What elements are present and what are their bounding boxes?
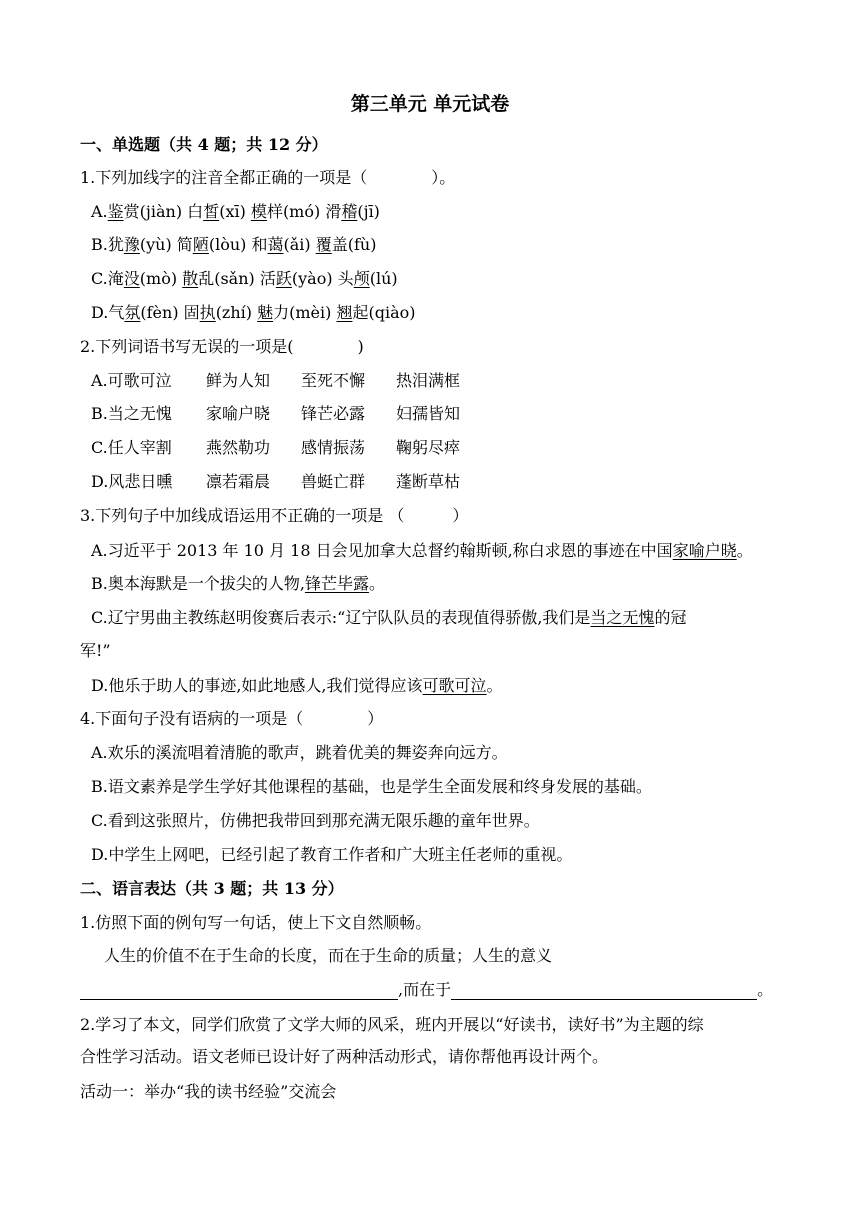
- underlined-char: 覆: [315, 235, 332, 254]
- underlined-char: 稽: [341, 202, 358, 221]
- word-text: 固: [183, 303, 200, 322]
- pinyin: (lú): [369, 269, 398, 288]
- pinyin: (lòu): [208, 235, 247, 254]
- word-text: 犹: [107, 235, 124, 254]
- underlined-char: 跃: [275, 269, 292, 288]
- option-word: 鲜为人知: [206, 371, 271, 390]
- option-text: 。: [368, 574, 385, 593]
- word-text: 淹: [107, 269, 124, 288]
- underlined-char: 执: [199, 303, 216, 322]
- word-text: 力(mèi): [273, 303, 332, 322]
- pinyin: (ǎi): [283, 235, 311, 254]
- option-b: [91, 235, 376, 255]
- option-word: 热泪满框: [396, 371, 461, 390]
- option-word: 家喻户晓: [206, 404, 271, 423]
- underlined-idiom: 可歌可泣: [422, 676, 487, 695]
- option-label: D.: [91, 303, 109, 322]
- option-text: C.辽宁男曲主教练赵明俊赛后表示:“辽宁队队员的表现值得骄傲,我们是: [91, 608, 591, 627]
- option-c: [91, 269, 398, 289]
- option-d: D.中学生上网吧，已经引起了教育工作者和广大班主任老师的重视。: [91, 845, 573, 864]
- pinyin: (fèn): [140, 303, 179, 322]
- option-d: [91, 303, 416, 323]
- option-word: D.风悲日曛: [91, 472, 173, 491]
- option-c: [91, 608, 686, 628]
- underlined-char: 陋: [192, 235, 209, 254]
- pinyin: (yù): [139, 235, 172, 254]
- option-word: A.可歌可泣: [91, 371, 172, 390]
- option-word: 妇孺皆知: [396, 404, 461, 423]
- option-a: A.欢乐的溪流唱着清脆的歌声，跳着优美的舞姿奔向远方。: [91, 743, 508, 762]
- underlined-char: 没: [123, 269, 140, 288]
- option-text: D.他乐于助人的事迹,如此地感人,我们觉得应该: [91, 676, 423, 695]
- question-stem: 1.下列加线字的注音全都正确的一项是（ ）。: [80, 168, 456, 187]
- underlined-char: 模: [250, 202, 267, 221]
- underlined-char: 鉴: [107, 202, 124, 221]
- section-heading: 二、语言表达（共 3 题；共 13 分）: [80, 879, 344, 898]
- activity-one: 活动一：举办“我的读书经验”交流会: [80, 1082, 337, 1101]
- answer-blank-2[interactable]: [451, 982, 757, 1000]
- underlined-char: 魅: [257, 303, 274, 322]
- fill-in-line: [80, 980, 773, 1000]
- option-word: B.当之无愧: [91, 404, 172, 423]
- option-label: C.: [91, 269, 108, 288]
- underlined-char: 蔼: [267, 235, 284, 254]
- underlined-char: 散: [182, 269, 199, 288]
- option-text: 。: [486, 676, 503, 695]
- option-word: 感情振荡: [301, 438, 366, 457]
- underlined-idiom: 锋芒毕露: [304, 574, 369, 593]
- answer-blank-1[interactable]: [80, 982, 398, 1000]
- question-stem: 2.下列词语书写无误的一项是( ): [80, 337, 364, 356]
- option-label: B.: [91, 235, 108, 254]
- word-text: 气: [108, 303, 125, 322]
- word-text: 简: [176, 235, 193, 254]
- word-text: 样(mó): [266, 202, 321, 221]
- option-word: 兽蜓亡群: [301, 472, 366, 491]
- pinyin: (xī): [219, 202, 246, 221]
- option-c: C.看到这张照片，仿佛把我带回到那充满无限乐趣的童年世界。: [91, 811, 540, 830]
- underlined-char: 皙: [203, 202, 220, 221]
- word-text: 盖(fù): [331, 235, 377, 254]
- period-text: 。: [757, 980, 774, 999]
- word-text: 乱(sǎn): [198, 269, 255, 288]
- question-stem: 1.仿照下面的例句写一句话，使上下文自然顺畅。: [80, 913, 432, 932]
- underlined-char: 颅: [353, 269, 370, 288]
- section-heading: 一、单选题（共 4 题；共 12 分）: [80, 135, 328, 154]
- option-c-continued: 军!”: [80, 641, 111, 660]
- word-text: 赏(jiàn): [123, 202, 183, 221]
- underlined-char: 豫: [123, 235, 140, 254]
- option-word: 至死不懈: [301, 371, 366, 390]
- pinyin: (jī): [357, 202, 380, 221]
- word-text: 起(qiào): [352, 303, 416, 322]
- word-text: 白: [187, 202, 204, 221]
- option-word: 锋芒必露: [301, 404, 366, 423]
- word-text: 头: [337, 269, 354, 288]
- question-stem: 3.下列句子中加线成语运用不正确的一项是 （ ）: [80, 506, 469, 525]
- word-text: 活: [259, 269, 276, 288]
- option-a: [91, 202, 380, 222]
- option-d: [91, 676, 503, 696]
- option-label: A.: [91, 202, 108, 221]
- option-text: A.习近平于 2013 年 10 月 18 日会见加拿大总督约翰斯顿,称白求恩的事迹在中国: [91, 541, 673, 560]
- option-text: 。: [736, 541, 753, 560]
- underlined-idiom: 家喻户晓: [672, 541, 737, 560]
- word-text: 和: [251, 235, 268, 254]
- pinyin: (mò): [139, 269, 178, 288]
- option-word: C.任人宰割: [91, 438, 172, 457]
- option-a: [91, 541, 753, 561]
- page-title: 第三单元 单元试卷: [350, 93, 510, 115]
- option-b: [91, 574, 385, 594]
- connector-text: ,而在于: [398, 980, 452, 999]
- underlined-char: 翘: [336, 303, 353, 322]
- example-sentence: 人生的价值不在于生命的长度，而在于生命的质量；人生的意义: [104, 946, 553, 965]
- pinyin: (yào): [291, 269, 333, 288]
- option-text: 的冠: [654, 608, 687, 627]
- option-word: 凛若霜晨: [206, 472, 271, 491]
- question-stem: 4.下面句子没有语病的一项是（ ）: [80, 709, 384, 728]
- word-text: 滑: [325, 202, 342, 221]
- option-b: B.语文素养是学生学好其他课程的基础，也是学生全面发展和终身发展的基础。: [91, 777, 652, 796]
- underlined-char: 氛: [124, 303, 141, 322]
- option-word: 鞠躬尽瘁: [396, 438, 461, 457]
- question-stem-continued: 合性学习活动。语文老师已设计好了两种活动形式，请你帮他再设计两个。: [80, 1047, 609, 1066]
- option-word: 燕然勒功: [206, 438, 271, 457]
- option-word: 蓬断草枯: [396, 472, 461, 491]
- pinyin: (zhí): [215, 303, 253, 322]
- question-stem: 2.学习了本文，同学们欣赏了文学大师的风采，班内开展以“好读书，读好书”为主题的综: [80, 1015, 704, 1034]
- underlined-idiom: 当之无愧: [590, 608, 655, 627]
- option-text: B.奥本海默是一个拔尖的人物,: [91, 574, 305, 593]
